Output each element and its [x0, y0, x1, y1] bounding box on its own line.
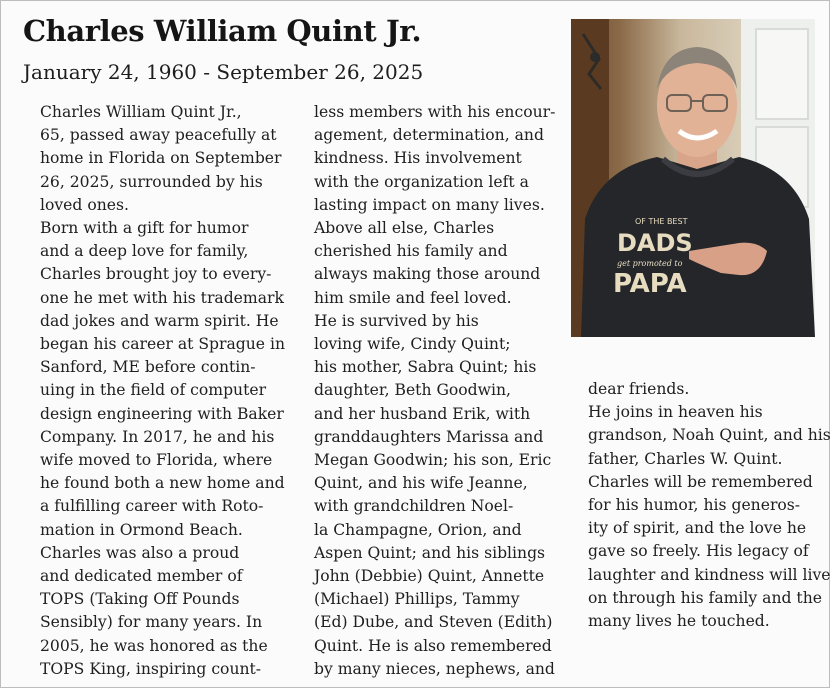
text-line: Born with a gift for humor — [40, 219, 249, 238]
text-line: 26, 2025, surrounded by his — [40, 172, 263, 191]
text-line: and a deep love for family, — [40, 242, 249, 261]
text-line: TOPS King, inspiring count- — [40, 659, 262, 678]
text-line: and her husband Erik, with — [314, 404, 531, 423]
text-line: gave so freely. His legacy of — [588, 542, 809, 561]
text-line: with grandchildren Noel- — [314, 497, 514, 516]
text-line: TOPS (Taking Off Pounds — [40, 590, 240, 609]
text-line: design engineering with Baker — [40, 404, 284, 423]
text-line: (Ed) Dube, and Steven (Edith) — [314, 613, 553, 632]
text-line: Above all else, Charles — [314, 219, 495, 238]
text-line: Aspen Quint; and his siblings — [314, 543, 546, 562]
text-line: Charles will be remembered — [588, 472, 813, 491]
text-line: laughter and kindness will live — [588, 565, 831, 584]
text-line: John (Debbie) Quint, Annette — [314, 567, 545, 586]
text-line: Company. In 2017, he and his — [40, 427, 275, 446]
text-line: lasting impact on many lives. — [314, 195, 545, 214]
text-line: Quint. He is also remembered — [314, 636, 552, 655]
text-column-1 — [23, 101, 286, 681]
text-line: 2005, he was honored as the — [40, 636, 268, 655]
text-line: him smile and feel loved. — [314, 288, 512, 307]
text-line: a fulfilling career with Roto- — [40, 497, 264, 516]
text-line: 65, passed away peacefully at — [40, 126, 277, 145]
text-line: home in Florida on September — [40, 149, 282, 168]
text-line: agement, determination, and — [314, 126, 544, 145]
paragraph — [571, 378, 823, 401]
text-column-3 — [571, 378, 831, 633]
text-line: cherished his family and — [314, 242, 508, 261]
text-line: loving wife, Cindy Quint; — [314, 335, 511, 354]
text-line: with the organization left a — [314, 172, 529, 191]
text-line: many lives he touched. — [588, 612, 770, 631]
text-line: for his humor, his generos- — [588, 496, 801, 515]
text-line: loved ones. — [40, 195, 129, 214]
text-line: his mother, Sabra Quint; his — [314, 358, 537, 377]
text-line: always making those around — [314, 265, 541, 284]
text-line: Sensibly) for many years. In — [40, 613, 263, 632]
text-line: granddaughters Marissa and — [314, 427, 544, 446]
svg-text:OF THE BEST: OF THE BEST — [635, 217, 688, 226]
paragraph — [297, 101, 556, 217]
text-line: Charles William Quint Jr., — [40, 103, 242, 121]
text-line: Sanford, ME before contin- — [40, 358, 256, 377]
text-line: daughter, Beth Goodwin, — [314, 381, 511, 400]
text-line: grandson, Noah Quint, and his — [588, 426, 831, 445]
text-line: began his career at Sprague in — [40, 335, 286, 354]
text-line: mation in Ormond Beach. — [40, 520, 243, 539]
text-line: kindness. His involvement — [314, 149, 522, 168]
paragraph — [23, 542, 275, 681]
text-line: he found both a new home and — [40, 474, 285, 493]
text-line: one he met with his trademark — [40, 288, 284, 307]
text-line: la Champagne, Orion, and — [314, 520, 522, 539]
text-line: father, Charles W. Quint. — [588, 449, 783, 468]
text-column-2 — [297, 101, 556, 681]
paragraph — [571, 471, 831, 633]
paragraph — [23, 217, 286, 542]
text-line: and dedicated member of — [40, 567, 243, 586]
svg-text:get promoted to: get promoted to — [617, 259, 683, 268]
text-line: Quint, and his wife Jeanne, — [314, 474, 528, 493]
text-line: less members with his encour- — [314, 103, 556, 121]
text-line: Charles brought joy to every- — [40, 265, 272, 284]
paragraph — [23, 101, 282, 217]
text-line: He joins in heaven his — [588, 403, 763, 422]
paragraph — [297, 217, 551, 310]
text-line: dear friends. — [588, 380, 690, 398]
svg-text:DADS: DADS — [617, 229, 693, 257]
text-line: wife moved to Florida, where — [40, 451, 273, 470]
text-line: on through his family and the — [588, 588, 822, 607]
paragraph — [571, 401, 831, 471]
text-line: by many nieces, nephews, and — [314, 659, 555, 678]
text-line: He is survived by his — [314, 311, 479, 330]
text-line: ity of spirit, and the love he — [588, 519, 807, 538]
text-line: Megan Goodwin; his son, Eric — [314, 451, 552, 470]
paragraph — [297, 310, 555, 681]
text-line: Charles was also a proud — [40, 543, 240, 562]
obituary-name: Charles William Quint Jr. — [23, 14, 422, 48]
svg-text:PAPA: PAPA — [613, 269, 687, 299]
text-line: dad jokes and warm spirit. He — [40, 311, 279, 330]
obituary-dates: January 24, 1960 - September 26, 2025 — [23, 60, 424, 84]
portrait-photo — [571, 19, 815, 337]
text-line: (Michael) Phillips, Tammy — [314, 590, 520, 609]
text-line: uing in the field of computer — [40, 381, 267, 400]
